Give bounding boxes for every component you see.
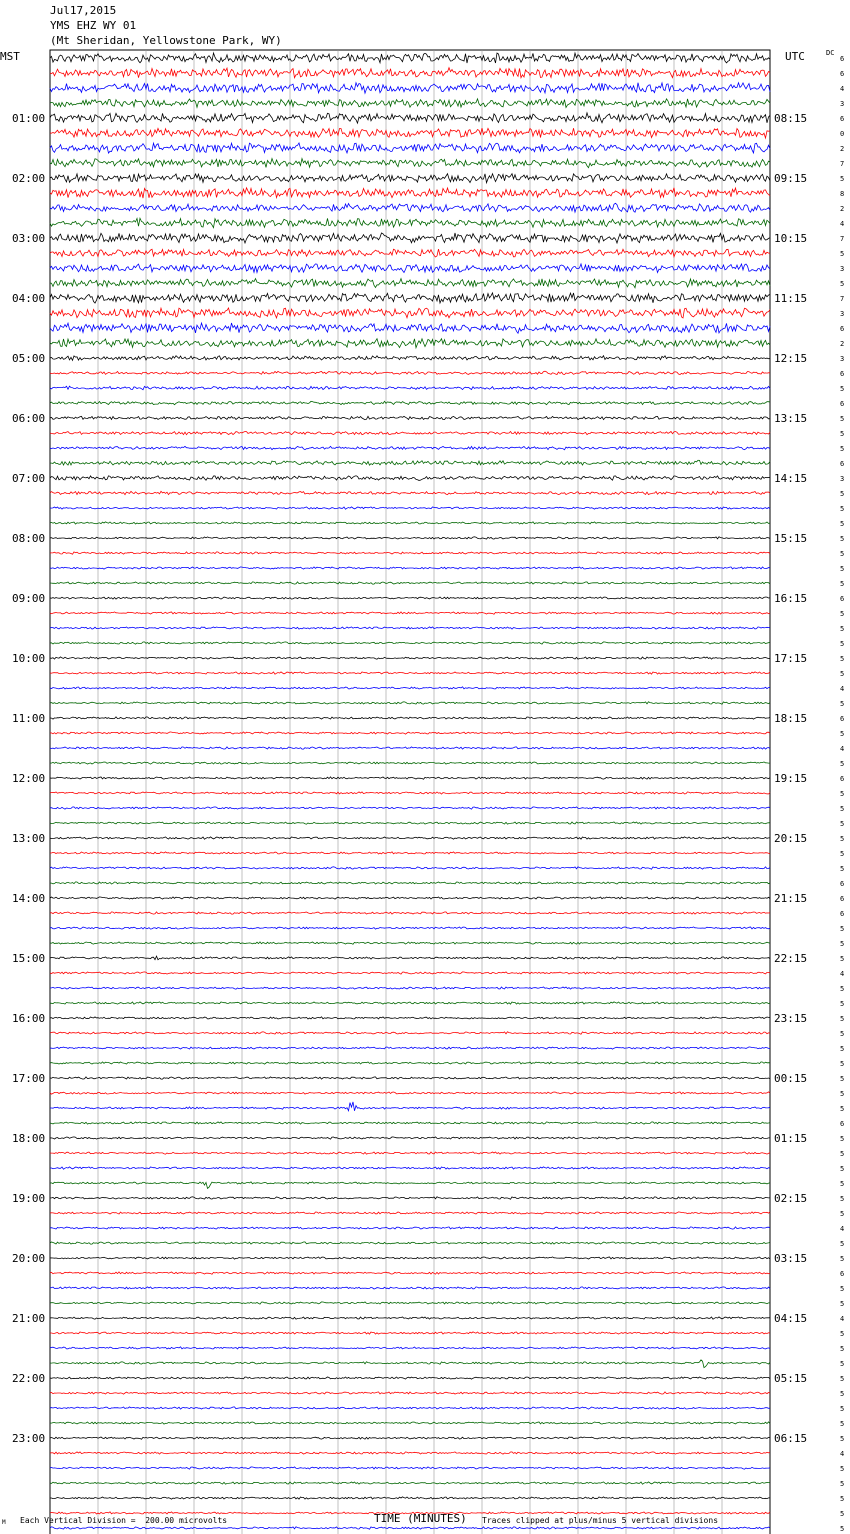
trace-line: [50, 476, 770, 481]
dc-offset-value: 5: [840, 1405, 845, 1413]
mst-hour-label: 17:00: [12, 1072, 46, 1085]
trace-line: [50, 1497, 770, 1499]
utc-hour-label: 00:15: [774, 1072, 808, 1085]
mst-hour-label: 22:00: [12, 1372, 46, 1385]
trace-line: [50, 1182, 770, 1189]
dc-offset-value: 5: [840, 1030, 845, 1038]
dc-offset-value: 3: [840, 475, 845, 483]
mst-hour-label: 21:00: [12, 1312, 46, 1325]
trace-line: [50, 1047, 770, 1049]
trace-line: [50, 203, 770, 212]
dc-offset-value: 5: [840, 1435, 845, 1443]
trace-line: [50, 1122, 770, 1124]
dc-offset-value: 5: [840, 445, 845, 453]
dc-offset-value: 7: [840, 295, 845, 303]
trace-line: [50, 128, 770, 138]
dc-offset-value: 5: [840, 1135, 845, 1143]
trace-line: [50, 1467, 770, 1469]
utc-hour-label: 19:15: [774, 772, 808, 785]
dc-offset-value: 5: [840, 730, 845, 738]
trace-line: [50, 159, 770, 168]
trace-line: [50, 762, 770, 764]
trace-line: [50, 53, 770, 63]
dc-offset-value: 5: [840, 580, 845, 588]
dc-offset-value: 6: [840, 55, 845, 63]
dc-offset-value: 6: [840, 910, 845, 918]
trace-line: [50, 1422, 770, 1424]
dc-offset-value: 5: [840, 670, 845, 678]
utc-hour-label: 10:15: [774, 232, 808, 245]
dc-offset-value: 6: [840, 370, 845, 378]
trace-line: [50, 1197, 770, 1199]
dc-offset-value: 5: [840, 640, 845, 648]
date-label: Jul17,2015: [50, 4, 117, 17]
utc-hour-label: 12:15: [774, 352, 808, 365]
dc-offset-value: 5: [840, 955, 845, 963]
dc-offset-value: 5: [840, 1525, 845, 1533]
trace-line: [50, 522, 770, 524]
trace-line: [50, 837, 770, 839]
dc-offset-value: 4: [840, 220, 845, 228]
trace-line: [50, 1360, 770, 1368]
dc-offset-value: 3: [840, 100, 845, 108]
dc-offset-value: 5: [840, 820, 845, 828]
dc-offset-value: 4: [840, 1315, 845, 1323]
trace-line: [50, 218, 770, 227]
dc-offset-value: 5: [840, 535, 845, 543]
mst-axis-label: MST: [0, 50, 20, 63]
dc-offset-value: 5: [840, 1000, 845, 1008]
trace-line: [50, 1002, 770, 1004]
utc-hour-label: 04:15: [774, 1312, 808, 1325]
dc-offset-value: 7: [840, 235, 845, 243]
mst-hour-label: 18:00: [12, 1132, 46, 1145]
mst-hour-label: 11:00: [12, 712, 46, 725]
trace-line: [50, 732, 770, 734]
dc-offset-value: 5: [840, 565, 845, 573]
trace-line: [50, 882, 770, 884]
trace-line: [50, 1092, 770, 1094]
trace-line: [50, 897, 770, 899]
dc-offset-value: 6: [840, 1120, 845, 1128]
dc-offset-value: 8: [840, 190, 845, 198]
dc-offset-value: 5: [840, 805, 845, 813]
trace-line: [50, 1017, 770, 1019]
trace-line: [50, 279, 770, 288]
trace-line: [50, 1452, 770, 1454]
dc-offset-value: 5: [840, 1075, 845, 1083]
dc-offset-value: 5: [840, 625, 845, 633]
trace-line: [50, 1212, 770, 1214]
utc-hour-label: 21:15: [774, 892, 808, 905]
trace-line: [50, 1317, 770, 1319]
dc-offset-value: 5: [840, 1330, 845, 1338]
trace-line: [50, 339, 770, 348]
utc-axis-label: UTC: [785, 50, 805, 63]
mst-hour-label: 20:00: [12, 1252, 46, 1265]
trace-line: [50, 657, 770, 659]
dc-offset-value: 5: [840, 1360, 845, 1368]
trace-line: [50, 912, 770, 914]
dc-label: DC: [826, 49, 835, 57]
trace-line: [50, 807, 770, 809]
dc-offset-value: 5: [840, 175, 845, 183]
trace-line: [50, 1287, 770, 1289]
dc-offset-value: 5: [840, 415, 845, 423]
trace-line: [50, 188, 770, 198]
dc-offset-value: 5: [840, 1045, 845, 1053]
dc-offset-value: 5: [840, 490, 845, 498]
trace-line: [50, 1102, 770, 1111]
utc-hour-label: 01:15: [774, 1132, 808, 1145]
dc-offset-value: 2: [840, 145, 845, 153]
trace-line: [50, 867, 770, 869]
mst-hour-label: 06:00: [12, 412, 46, 425]
dc-offset-value: 5: [840, 1195, 845, 1203]
dc-offset-value: 5: [840, 1105, 845, 1113]
mst-hour-label: 04:00: [12, 292, 46, 305]
trace-line: [50, 597, 770, 599]
trace-line: [50, 1377, 770, 1379]
trace-line: [50, 747, 770, 749]
trace-line: [50, 567, 770, 569]
dc-offset-value: 6: [840, 115, 845, 123]
trace-line: [50, 987, 770, 989]
trace-line: [50, 852, 770, 854]
dc-offset-value: 5: [840, 835, 845, 843]
scale-note: Each Vertical Division = 200.00 microvolts: [20, 1516, 228, 1525]
mst-hour-label: 01:00: [12, 112, 46, 125]
dc-offset-value: 6: [840, 895, 845, 903]
dc-offset-value: 5: [840, 985, 845, 993]
dc-offset-value: 5: [840, 1090, 845, 1098]
mst-hour-label: 10:00: [12, 652, 46, 665]
plot-frame: [50, 50, 770, 1534]
dc-offset-value: 5: [840, 1255, 845, 1263]
trace-line: [50, 1527, 770, 1529]
trace-line: [50, 972, 770, 974]
trace-line: [50, 956, 770, 960]
dc-offset-value: 6: [840, 1270, 845, 1278]
trace-line: [50, 249, 770, 257]
trace-line: [50, 143, 770, 153]
trace-line: [50, 264, 770, 273]
dc-offset-value: 0: [840, 130, 845, 138]
utc-hour-label: 14:15: [774, 472, 808, 485]
mst-hour-label: 12:00: [12, 772, 46, 785]
utc-hour-label: 03:15: [774, 1252, 808, 1265]
dc-offset-value: 4: [840, 1225, 845, 1233]
mst-hour-label: 19:00: [12, 1192, 46, 1205]
trace-line: [50, 1077, 770, 1079]
dc-offset-value: 5: [840, 940, 845, 948]
dc-offset-value: 4: [840, 1450, 845, 1458]
dc-offset-value: 5: [840, 1150, 845, 1158]
trace-line: [50, 432, 770, 435]
mst-hour-label: 23:00: [12, 1432, 46, 1445]
dc-offset-value: 5: [840, 385, 845, 393]
dc-offset-value: 6: [840, 400, 845, 408]
mst-hour-label: 14:00: [12, 892, 46, 905]
dc-offset-value: 5: [840, 1345, 845, 1353]
trace-line: [50, 1242, 770, 1244]
trace-line: [50, 1257, 770, 1259]
dc-offset-value: 6: [840, 775, 845, 783]
dc-offset-value: 5: [840, 865, 845, 873]
utc-hour-label: 02:15: [774, 1192, 808, 1205]
dc-offset-value: 5: [840, 1210, 845, 1218]
trace-line: [50, 1062, 770, 1064]
dc-offset-value: 3: [840, 310, 845, 318]
trace-line: [50, 1137, 770, 1139]
dc-offset-value: 6: [840, 595, 845, 603]
trace-line: [50, 822, 770, 824]
dc-offset-value: 4: [840, 745, 845, 753]
trace-line: [50, 552, 770, 554]
mst-hour-label: 13:00: [12, 832, 46, 845]
corner-mark: M: [2, 1519, 6, 1526]
utc-hour-label: 18:15: [774, 712, 808, 725]
station-label: YMS EHZ WY 01: [50, 19, 137, 32]
trace-line: [50, 356, 770, 361]
trace-line: [50, 717, 770, 719]
location-label: (Mt Sheridan, Yellowstone Park, WY): [50, 34, 282, 47]
trace-line: [50, 642, 770, 644]
dc-offset-value: 5: [840, 1420, 845, 1428]
dc-offset-value: 5: [840, 925, 845, 933]
dc-offset-value: 5: [840, 1240, 845, 1248]
x-axis-title: TIME (MINUTES): [374, 1512, 467, 1525]
trace-line: [50, 1332, 770, 1334]
utc-hour-label: 09:15: [774, 172, 808, 185]
trace-line: [50, 386, 770, 390]
dc-offset-value: 4: [840, 685, 845, 693]
dc-offset-value: 6: [840, 880, 845, 888]
dc-offset-value: 4: [840, 85, 845, 93]
dc-offset-value: 5: [840, 430, 845, 438]
utc-hour-label: 11:15: [774, 292, 808, 305]
trace-line: [50, 627, 770, 629]
trace-line: [50, 1437, 770, 1439]
trace-line: [50, 233, 770, 243]
trace-line: [50, 491, 770, 494]
dc-offset-value: 5: [840, 700, 845, 708]
dc-offset-value: 5: [840, 1180, 845, 1188]
dc-offset-value: 5: [840, 1495, 845, 1503]
trace-line: [50, 401, 770, 404]
trace-line: [50, 702, 770, 704]
trace-line: [50, 323, 770, 333]
utc-hour-label: 13:15: [774, 412, 808, 425]
trace-line: [50, 308, 770, 318]
dc-offset-value: 5: [840, 850, 845, 858]
dc-offset-value: 5: [840, 1510, 845, 1518]
dc-offset-value: 3: [840, 355, 845, 363]
utc-hour-label: 17:15: [774, 652, 808, 665]
trace-line: [50, 1482, 770, 1484]
utc-hour-label: 16:15: [774, 592, 808, 605]
dc-offset-value: 5: [840, 1060, 845, 1068]
trace-line: [50, 1407, 770, 1409]
dc-offset-value: 7: [840, 160, 845, 168]
trace-line: [50, 460, 770, 465]
dc-offset-value: 5: [840, 610, 845, 618]
dc-offset-value: 5: [840, 1480, 845, 1488]
trace-line: [50, 1302, 770, 1304]
mst-hour-label: 03:00: [12, 232, 46, 245]
trace-line: [50, 174, 770, 183]
trace-line: [50, 68, 770, 78]
dc-offset-value: 6: [840, 715, 845, 723]
trace-line: [50, 1347, 770, 1349]
utc-hour-label: 15:15: [774, 532, 808, 545]
trace-line: [50, 1032, 770, 1034]
utc-hour-label: 06:15: [774, 1432, 808, 1445]
trace-line: [50, 99, 770, 108]
utc-hour-label: 22:15: [774, 952, 808, 965]
clip-note: Traces clipped at plus/minus 5 vertical divisions: [482, 1516, 719, 1525]
dc-offset-value: 5: [840, 280, 845, 288]
dc-offset-value: 5: [840, 760, 845, 768]
dc-offset-value: 5: [840, 1375, 845, 1383]
trace-line: [50, 792, 770, 794]
trace-line: [50, 927, 770, 929]
trace-line: [50, 371, 770, 374]
mst-hour-label: 09:00: [12, 592, 46, 605]
dc-offset-value: 6: [840, 460, 845, 468]
dc-offset-value: 5: [840, 655, 845, 663]
trace-line: [50, 1227, 770, 1229]
trace-line: [50, 612, 770, 614]
trace-line: [50, 777, 770, 779]
dc-offset-value: 5: [840, 790, 845, 798]
mst-hour-label: 15:00: [12, 952, 46, 965]
dc-offset-value: 6: [840, 325, 845, 333]
trace-line: [50, 942, 770, 944]
trace-line: [50, 1272, 770, 1274]
dc-offset-value: 3: [840, 265, 845, 273]
trace-line: [50, 446, 770, 449]
dc-offset-value: 5: [840, 250, 845, 258]
trace-line: [50, 537, 770, 539]
utc-hour-label: 23:15: [774, 1012, 808, 1025]
dc-offset-value: 5: [840, 1165, 845, 1173]
dc-offset-value: 5: [840, 520, 845, 528]
utc-hour-label: 08:15: [774, 112, 808, 125]
trace-line: [50, 416, 770, 419]
mst-hour-label: 16:00: [12, 1012, 46, 1025]
utc-hour-label: 05:15: [774, 1372, 808, 1385]
trace-line: [50, 672, 770, 674]
trace-line: [50, 1392, 770, 1394]
dc-offset-value: 5: [840, 1465, 845, 1473]
dc-offset-value: 2: [840, 340, 845, 348]
dc-offset-value: 5: [840, 550, 845, 558]
dc-offset-value: 5: [840, 1285, 845, 1293]
trace-line: [50, 687, 770, 689]
dc-offset-value: 5: [840, 1300, 845, 1308]
mst-hour-label: 05:00: [12, 352, 46, 365]
dc-offset-value: 5: [840, 1015, 845, 1023]
trace-line: [50, 507, 770, 509]
utc-hour-label: 20:15: [774, 832, 808, 845]
trace-line: [50, 293, 770, 303]
mst-hour-label: 02:00: [12, 172, 46, 185]
mst-hour-label: 07:00: [12, 472, 46, 485]
dc-offset-value: 5: [840, 505, 845, 513]
dc-offset-value: 6: [840, 70, 845, 78]
mst-hour-label: 08:00: [12, 532, 46, 545]
trace-line: [50, 1152, 770, 1154]
dc-offset-value: 4: [840, 970, 845, 978]
trace-line: [50, 83, 770, 94]
dc-offset-value: 2: [840, 205, 845, 213]
trace-line: [50, 1167, 770, 1169]
trace-line: [50, 113, 770, 123]
dc-offset-value: 5: [840, 1390, 845, 1398]
trace-line: [50, 582, 770, 584]
